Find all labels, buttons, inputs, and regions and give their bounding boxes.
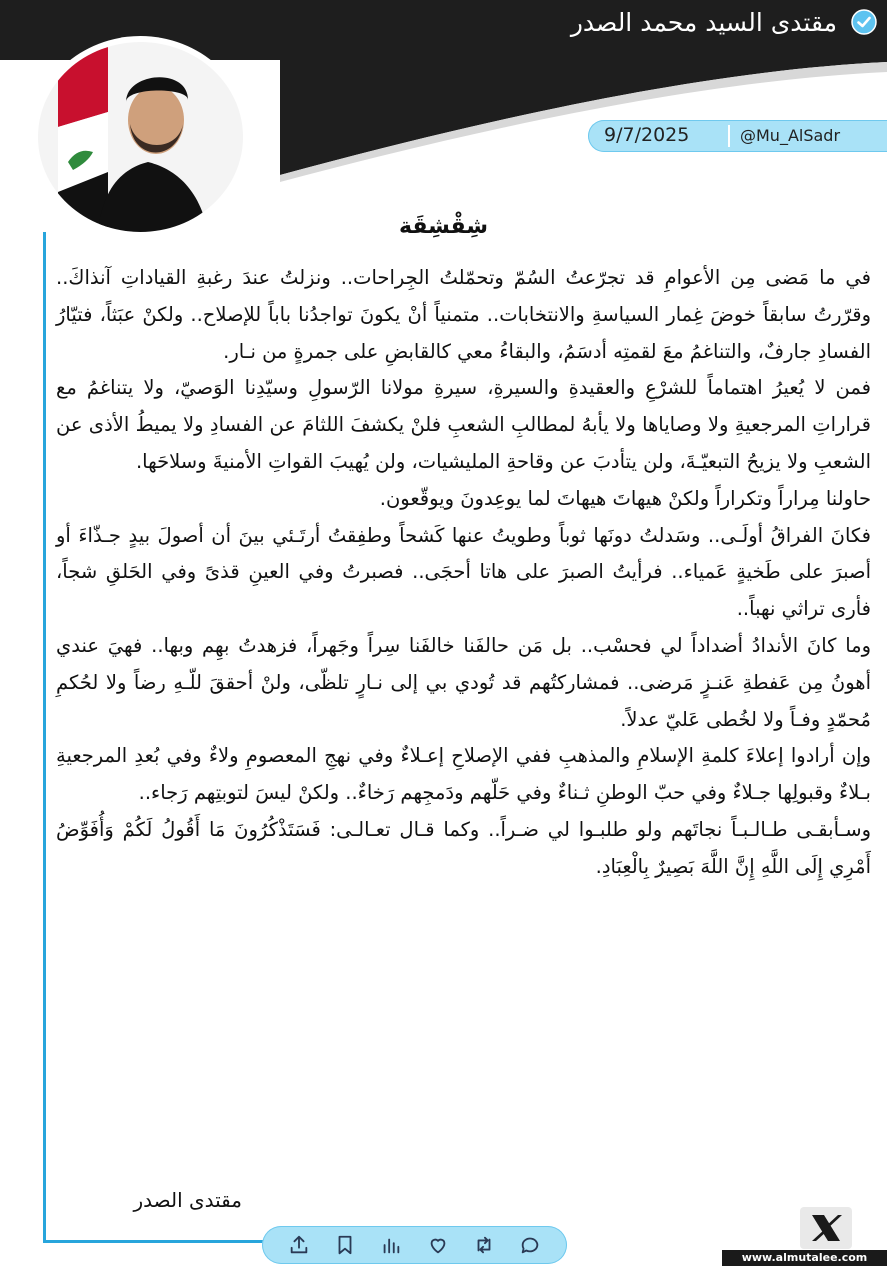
post-date: 9/7/2025 <box>604 124 690 146</box>
action-bar <box>262 1226 567 1264</box>
bookmark-button[interactable] <box>333 1233 357 1257</box>
post-paragraph: في ما مَضى مِن الأعوامِ قد تجرّعتُ السُمّ وتحمّلتُ الجِراحات.. ونزلتُ عندَ رغبةِ القياداتِ آنذاكَ.. وقرّرتُ سابقاً خوضَ غِمار السياسةِ والانتخابات.. متمنياً أنْ يكونَ تواجدُنا باباً للإصلاح.. ولكنْ عبَثاً، فتيّارُ الفسادِ جارفٌ، والتناغمُ معَ لقمتِه أدسَمُ، والبقاءُ معي كالقابضِ على جمرةٍ من نـار. <box>56 266 871 363</box>
repost-icon <box>473 1234 495 1256</box>
like-icon <box>427 1234 449 1256</box>
views-icon <box>380 1234 402 1256</box>
profile-avatar[interactable] <box>38 42 243 232</box>
post-signature: مقتدى الصدر <box>133 1188 242 1212</box>
post-paragraph: فمن لا يُعيرُ اهتماماً للشرْعِ والعقيدةِ والسيرةِ، سيرةِ مولانا الرّسولِ وسيّدِنا الوَصيّ، ولا يتناغمُ مع قراراتِ المرجعيةِ ولا وصاياها ولا يأبهُ لمطالبِ الشعبِ فلنْ يكشفَ اللثامَ عن الفسادِ ولا يميطُ الأذى عن الشعبِ ولا يزيحُ التبعيّـةَ، ولن يتأدبَ عن وقاحةِ المليشيات، ولن يُهيبَ القواتِ الأمنيةَ وسلاحَها. <box>56 376 871 473</box>
post-paragraph: وسـأبقـى طـالـبـاً نجاتَهم ولو طلبـوا لي ضـراً.. وكما قـال تعـالـى: فَسَتَذْكُرُونَ مَا أَقُولُ لَكُمْ وَأُفَوِّضُ أَمْرِي إِلَى اللَّهِ إِنَّ اللَّهَ بَصِيرٌ بِالْعِبَادِ. <box>56 817 871 878</box>
share-icon <box>288 1234 310 1256</box>
meta-separator <box>728 125 730 147</box>
views-button[interactable] <box>379 1233 403 1257</box>
like-button[interactable] <box>426 1233 450 1257</box>
post-title: شِقْشِقَة <box>398 214 489 239</box>
x-logo-icon <box>800 1207 852 1249</box>
post-paragraph: وما كانَ الأندادُ أضداداً لي فحسْب.. بل مَن حالفَنا خالفَنا سِراً وجَهراً، فزهدتُ بهِم وبها.. فهيَ عندي أهونُ مِن عَفطةِ عَنـزٍ مَرضى.. فمشاركتُهم قد تُودي بي إلى نـارٍ تلظّى، ولنْ أحققَ للّـهِ رضاً ولا لحُكمِ مُحمّدٍ وفـاً ولا لخُطى عَليّ عدلاً. <box>56 633 871 731</box>
post-body <box>56 260 871 886</box>
frame-line-bottom <box>43 1240 263 1243</box>
share-button[interactable] <box>287 1233 311 1257</box>
bookmark-icon <box>334 1234 356 1256</box>
avatar-portrait-icon <box>38 42 243 232</box>
account-name[interactable]: مقتدى السيد محمد الصدر <box>570 8 837 37</box>
reply-icon <box>519 1234 541 1256</box>
post-paragraph: وإن أرادوا إعلاءَ كلمةِ الإسلامِ والمذهبِ ففي الإصلاحِ إعـلاءٌ وفي نهجِ المعصومِ ولاءٌ وفي بُعدِ المرجعيةِ بـلاءٌ وقبولِها جـلاءٌ وفي حبّ الوطنِ ثـناءٌ وفي حَلّهم ودَمجِهم رَخاءٌ.. ولكنْ ليسَ لتوبتِهم رَجاء.. <box>56 744 871 805</box>
watermark: www.almutalee.com <box>722 1250 887 1266</box>
meta-pill <box>588 120 887 152</box>
verified-badge-icon <box>851 9 877 35</box>
frame-line-left <box>43 232 46 1242</box>
account-handle[interactable]: @Mu_AlSadr <box>740 126 841 145</box>
reply-button[interactable] <box>518 1233 542 1257</box>
post-paragraph: فكانَ الفراقُ أولَـى.. وسَدلتُ دونَها ثوباً وطويتُ عنها كَشحاً وطفِقتُ أرتَـئي بينَ أن أصولَ بيدٍ جـذّاءَ أو أصبرَ على طَخيةٍ عَمياء.. فرأيتُ الصبرَ على هاتا أحجَى.. فصبرتُ وفي العينِ قذىً وفي الحَلقِ شجاً، فأرى تراثي نهباً.. <box>56 523 871 621</box>
post-paragraph: حاولنا مِراراً وتكراراً ولكنْ هيهاتَ هيهاتَ لما يوعِدونَ ويوقّعون. <box>379 486 871 510</box>
repost-button[interactable] <box>472 1233 496 1257</box>
